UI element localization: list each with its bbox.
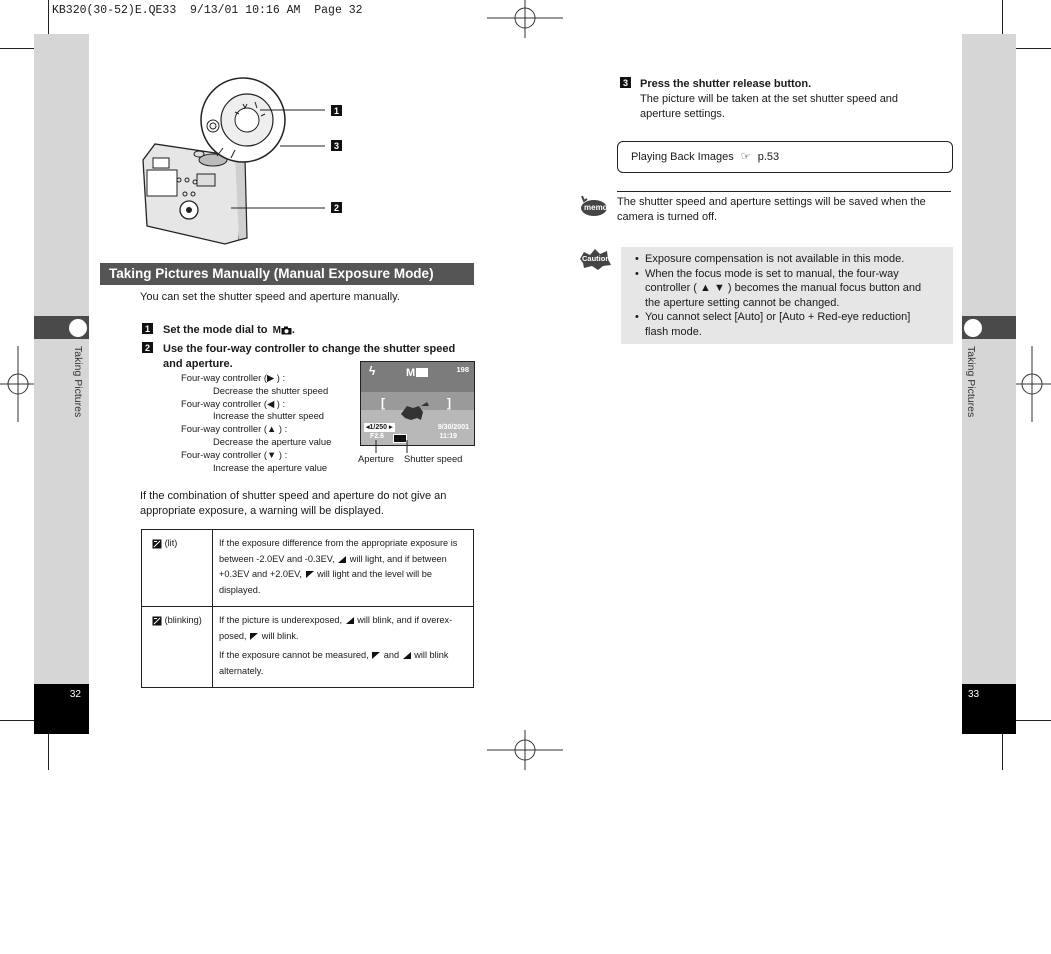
table-cell-description: If the exposure difference from the appropriate exposure is between -2.0EV and -0.3EV, will light, and if between +0.3EV and +2.0EV, will light and the level will be displayed. (213, 530, 474, 607)
lcd-mode: M (406, 367, 416, 379)
lcd-preview (360, 361, 475, 446)
warning-paragraph: If the combination of shutter speed and aperture do not give an appropriate exposure, a warning will be displayed. (140, 490, 447, 517)
table-cell-indicator: (blinking) (142, 607, 213, 688)
intro-text: You can set the shutter speed and aperture manually. (140, 291, 400, 303)
step-3-title: Press the shutter release button. (640, 78, 812, 90)
exposure-warning-icon (152, 539, 162, 549)
page-number: 33 (968, 689, 980, 700)
underexposure-icon (402, 651, 412, 660)
page-number-box-right (962, 684, 1016, 734)
left-side-label: Taking Pictures (72, 346, 84, 418)
section-title: Taking Pictures Manually (Manual Exposure Mode) (109, 266, 434, 281)
down-arrow-icon: ▼ (266, 448, 277, 460)
caution-icon: Caution (578, 248, 612, 270)
shutter-speed-caption: Shutter speed (404, 453, 463, 464)
controller-list: Four-way controller (▶ ) : Decrease the shutter speed Four-way controller (◀ ) : Increase the shutter speed Four-way controller (▲ ) : Decrease the aperture value Four-way controller (▼ ) : Increase the aperture value (181, 372, 332, 473)
exposure-warning-icon (152, 616, 162, 626)
lcd-leader-lines (360, 440, 473, 454)
memo-text: The shutter speed and aperture settings will be saved when the camera is turned off. (617, 196, 926, 223)
step-3-description: The picture will be taken at the set shutter speed and aperture settings. (640, 93, 899, 120)
step-number-1: 1 (142, 323, 153, 334)
step-number-3: 3 (620, 77, 631, 88)
overexposure-icon (249, 632, 259, 641)
page-number: 32 (69, 689, 81, 700)
page-number-box-left (34, 684, 89, 734)
underexposure-icon (345, 616, 355, 625)
section-title-bar (100, 263, 474, 285)
step-1-text: Set the mode dial to M . (163, 324, 295, 336)
camera-illustration (135, 74, 350, 246)
shot-count: 198 (456, 365, 469, 374)
print-slug-line: KB320(30-52)E.QE33 9/13/01 10:16 AM Page 32 (52, 4, 363, 17)
callout-1: 1 (331, 105, 342, 116)
table-row (142, 530, 474, 607)
callout-3: 3 (331, 140, 342, 151)
memo-rule (617, 191, 951, 192)
table-cell-description: If the picture is underexposed, will blink, and if overex- posed, will blink. If the exposure cannot be measured, and will blink alternately. (213, 607, 474, 688)
callout-2: 2 (331, 202, 342, 213)
memo-icon: memo (578, 193, 608, 219)
reference-box (617, 141, 953, 173)
overexposure-icon (371, 651, 381, 660)
reference-text: Playing Back Images ☞ p.53 (631, 151, 780, 163)
lcd-date: 9/30/2001 (437, 424, 469, 431)
flash-icon: ϟ (369, 364, 376, 378)
left-arrow-icon: ◀ (266, 397, 275, 409)
caution-box (621, 247, 953, 344)
mode-m-icon: M (273, 325, 292, 336)
step-2-line2: and aperture. (163, 358, 233, 370)
af-frame-left: [ (381, 396, 385, 410)
step-2-line1: Use the four-way controller to change the shutter speed (163, 343, 456, 355)
overexposure-icon (305, 570, 315, 579)
af-frame-right: ] (447, 396, 451, 410)
controller-item: Four-way controller (▲ ) : (181, 423, 288, 435)
controller-item: Four-way controller (◀ ) : (181, 397, 286, 409)
step-number-2: 2 (142, 342, 153, 353)
aperture-caption: Aperture (358, 453, 394, 464)
camera-icon (416, 368, 428, 377)
underexposure-icon (337, 555, 347, 564)
lcd-shutter: ◂1/250 ▸ (366, 424, 393, 431)
right-arrow-icon: ▶ (266, 372, 275, 383)
table-cell-indicator: (lit) (142, 530, 213, 607)
controller-item: Four-way controller (▶ ) : (181, 372, 286, 383)
exposure-warning-table (141, 529, 474, 688)
up-arrow-icon: ▲ (266, 423, 277, 435)
pointing-hand-icon: ☞ (740, 151, 751, 163)
caution-item: • Exposure compensation is not available in this mode. (635, 253, 905, 265)
caution-item: • You cannot select [Auto] or [Auto + Red-eye reduction] flash mode. (635, 311, 911, 338)
caution-list (635, 252, 921, 339)
table-row (142, 607, 474, 688)
lcd-aperture: F2.6 (370, 433, 385, 440)
controller-item: Four-way controller (▼ ) : (181, 448, 288, 460)
caution-item: • When the focus mode is set to manual, the four-way controller ( ▲ ▼ ) becomes the manual focus button and the aperture setting cannot be changed. (635, 267, 922, 309)
right-side-label: Taking Pictures (965, 346, 977, 418)
lcd-time: 11:19 (439, 433, 457, 440)
